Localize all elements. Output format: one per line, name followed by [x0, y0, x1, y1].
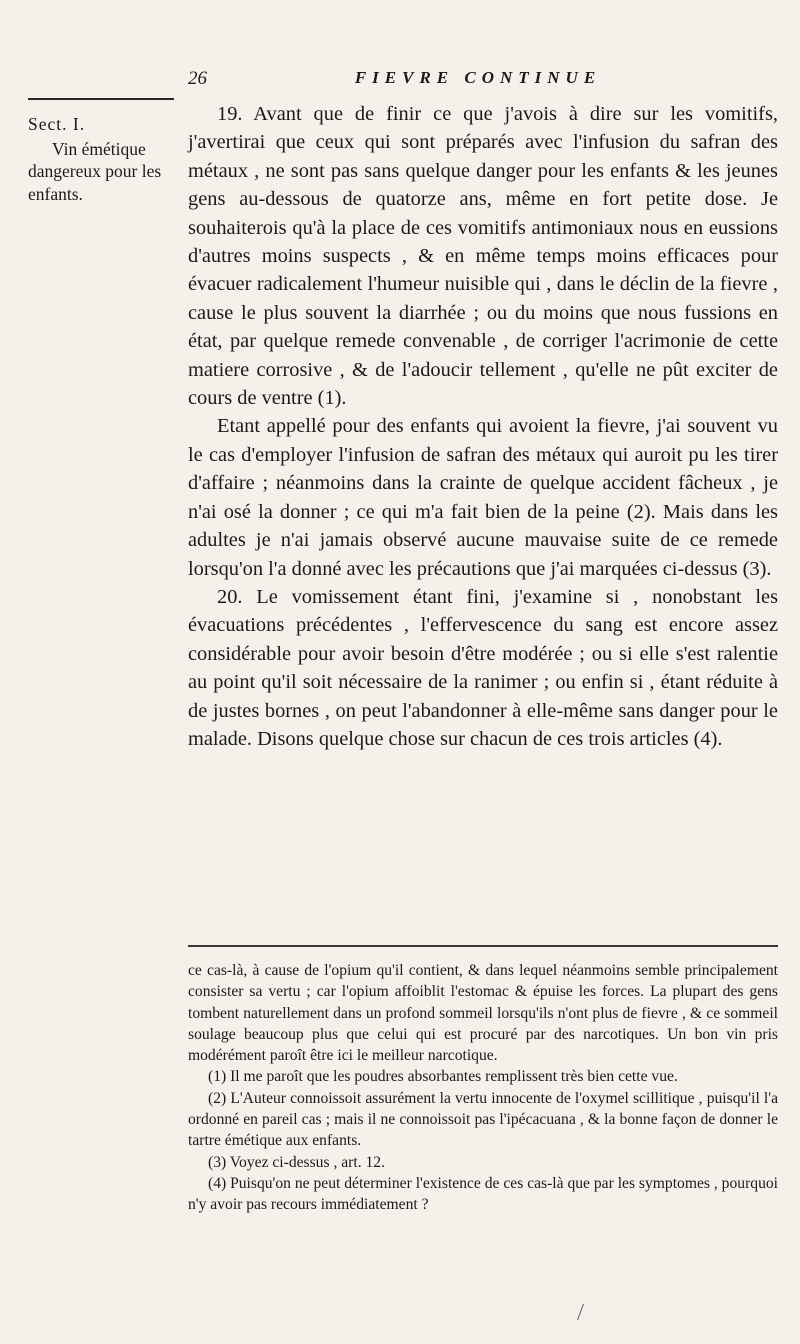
footnote-3: (3) Voyez ci-dessus , art. 12. — [208, 1153, 385, 1171]
footnote-continuation: ce cas-là, à cause de l'opium qu'il contient, & dans lequel néanmoins semble principalement consister sa vertu ; car l'opium affoiblit l'estomac & épuise les forces. La plupart des gens tombent naturellement dans un profond sommeil lorsqu'ils n'ont plus de fievre , & ce sommeil soulage beaucoup plus que celui qui est procuré par des narcotiques. Un bon vin pris modérément paroît être ici le meilleur narcotique. — [188, 962, 778, 1065]
paragraph-etant: Etant appellé pour des enfants qui avoient la fievre, j'ai souvent vu le cas d'employer l'infusion de safran des métaux qui auroit pu les tirer d'affaire ; néanmoins dans la crainte de quelque accident fâcheux , je n'ai osé la donner ; ce qui m'a fait bien de la peine (2). Mais dans les adultes je n'ai jamais observé aucune mauvaise suite de ce remede lorsqu'on l'a donné avec les précautions que j'ai marquées ci-dessus (3). — [188, 415, 778, 580]
margin-note-text: Vin émétique dangereux pour les enfants. — [28, 138, 162, 204]
page-number: 26 — [188, 68, 207, 89]
footnote-4: (4) Puisqu'on ne peut déterminer l'existence de ces cas-là que par les symptomes , pourquoi n'y avoir pas recours immédiatement ? — [188, 1174, 778, 1214]
running-title: FIEVRE CONTINUE — [354, 68, 602, 87]
main-text — [188, 100, 778, 753]
footnote-divider — [188, 945, 778, 947]
footnote-1: (1) Il me paroît que les poudres absorbantes remplissent très bien cette vue. — [208, 1068, 678, 1086]
ink-mark — [577, 1304, 590, 1320]
footnote-2: (2) L'Auteur connoissoit assurément la vertu innocente de l'oxymel scillitique , puisqu'il l'a ordonné en pareil cas ; mais il ne connoissoit pas l'ipécacuana , & la bonne façon de donner le tartre émétique aux enfants. — [188, 1089, 778, 1150]
paragraph-20: 20. Le vomissement étant fini, j'examine si , nonobstant les évacuations précédentes , l'effervescence du sang est encore assez considérable pour avoir besoin d'être modérée ; ou si elle s'est ralentie au point qu'il soit nécessaire de la ranimer ; ou enfin si , étant réduite à de justes bornes , on peut l'abandonner à elle-même sans danger pour le malade. Disons quelque chose sur chacun de ces trois articles (4). — [188, 585, 778, 750]
running-head — [188, 68, 778, 94]
margin-section-label: Sect. I. — [28, 114, 86, 134]
margin-rule — [28, 98, 174, 100]
paragraph-19: 19. Avant que de finir ce que j'avois à dire sur les vomitifs, j'avertirai que ceux qui sont préparés avec l'infusion du safran des métaux , ne sont pas sans quelque danger pour les enfants & les jeunes gens au-dessous de quatorze ans, même en fort petite dose. Je souhaiterois qu'à la place de ces vomitifs antimoniaux nous en eussions d'autres moins suspects , & en même temps moins efficaces pour évacuer radicalement l'humeur nuisible qui , dans le déclin de la fievre , cause le plus souvent la diarrhée ; ou du moins que nous fussions en état, par quelque remede convenable , de corriger l'acrimonie de cette matiere corrosive , & de l'adoucir tellement , qu'elle ne pût exciter de cours de ventre (1). — [188, 103, 778, 410]
footnotes — [188, 960, 778, 1216]
margin-note — [28, 113, 174, 205]
